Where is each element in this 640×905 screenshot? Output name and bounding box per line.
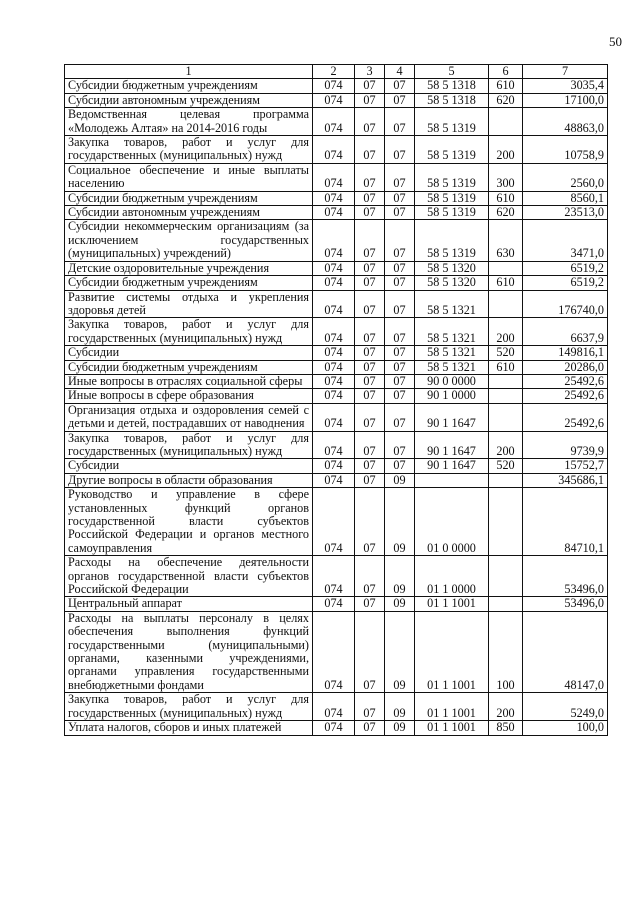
column-header: 1 — [65, 65, 313, 79]
admin-code-cell: 074 — [313, 389, 355, 403]
target-article-cell: 58 5 1318 — [415, 93, 489, 107]
target-article-cell: 01 1 0000 — [415, 556, 489, 597]
admin-code-cell: 074 — [313, 220, 355, 261]
subsection-code-cell: 09 — [385, 611, 415, 692]
amount-cell: 176740,0 — [523, 290, 608, 318]
subsection-code-cell: 07 — [385, 431, 415, 459]
amount-cell: 20286,0 — [523, 360, 608, 374]
admin-code-cell: 074 — [313, 79, 355, 93]
section-code-cell: 07 — [355, 206, 385, 220]
section-code-cell: 07 — [355, 431, 385, 459]
admin-code-cell: 074 — [313, 318, 355, 346]
expense-type-cell — [489, 556, 523, 597]
subsection-code-cell: 07 — [385, 191, 415, 205]
amount-cell: 6519,2 — [523, 261, 608, 275]
table-row — [65, 360, 608, 374]
section-code-cell: 07 — [355, 276, 385, 290]
subsection-code-cell: 07 — [385, 108, 415, 136]
section-code-cell: 07 — [355, 473, 385, 487]
amount-cell: 84710,1 — [523, 488, 608, 556]
target-article-cell: 01 1 1001 — [415, 693, 489, 721]
column-header: 6 — [489, 65, 523, 79]
amount-cell: 53496,0 — [523, 556, 608, 597]
row-name-cell: Ведомственная целевая программа «Молодежь Алтая» на 2014-2016 годы — [65, 108, 313, 136]
expense-type-cell — [489, 108, 523, 136]
expense-type-cell: 520 — [489, 346, 523, 360]
target-article-cell: 58 5 1321 — [415, 318, 489, 346]
admin-code-cell: 074 — [313, 693, 355, 721]
page-number: 50 — [609, 34, 622, 49]
section-code-cell: 07 — [355, 108, 385, 136]
amount-cell: 25492,6 — [523, 403, 608, 431]
amount-cell: 25492,6 — [523, 374, 608, 388]
section-code-cell: 07 — [355, 459, 385, 473]
amount-cell: 345686,1 — [523, 473, 608, 487]
expense-type-cell — [489, 473, 523, 487]
expense-type-cell: 200 — [489, 136, 523, 164]
amount-cell: 9739,9 — [523, 431, 608, 459]
table-row — [65, 597, 608, 611]
section-code-cell: 07 — [355, 693, 385, 721]
column-header: 4 — [385, 65, 415, 79]
expense-type-cell: 100 — [489, 611, 523, 692]
target-article-cell: 01 1 1001 — [415, 721, 489, 735]
admin-code-cell: 074 — [313, 556, 355, 597]
target-article-cell: 90 1 1647 — [415, 403, 489, 431]
expense-type-cell: 620 — [489, 93, 523, 107]
column-header: 7 — [523, 65, 608, 79]
target-article-cell: 58 5 1319 — [415, 108, 489, 136]
subsection-code-cell: 07 — [385, 459, 415, 473]
expense-type-cell — [489, 403, 523, 431]
subsection-code-cell: 07 — [385, 374, 415, 388]
table-row — [65, 693, 608, 721]
table-body — [65, 79, 608, 735]
target-article-cell: 58 5 1319 — [415, 191, 489, 205]
expense-type-cell: 200 — [489, 318, 523, 346]
amount-cell: 53496,0 — [523, 597, 608, 611]
amount-cell: 48863,0 — [523, 108, 608, 136]
row-name-cell: Субсидии автономным учреждениям — [65, 93, 313, 107]
row-name-cell: Субсидии некоммерческим организациям (за исключением государственных (муниципальных) учреждений) — [65, 220, 313, 261]
expense-type-cell: 850 — [489, 721, 523, 735]
table-row — [65, 374, 608, 388]
expense-type-cell: 200 — [489, 431, 523, 459]
admin-code-cell: 074 — [313, 93, 355, 107]
amount-cell: 149816,1 — [523, 346, 608, 360]
row-name-cell: Субсидии автономным учреждениям — [65, 206, 313, 220]
admin-code-cell: 074 — [313, 473, 355, 487]
section-code-cell: 07 — [355, 220, 385, 261]
table-row — [65, 206, 608, 220]
section-code-cell: 07 — [355, 403, 385, 431]
amount-cell: 15752,7 — [523, 459, 608, 473]
row-name-cell: Иные вопросы в сфере образования — [65, 389, 313, 403]
amount-cell: 100,0 — [523, 721, 608, 735]
row-name-cell: Социальное обеспечение и иные выплаты населению — [65, 163, 313, 191]
target-article-cell: 58 5 1320 — [415, 261, 489, 275]
subsection-code-cell: 07 — [385, 206, 415, 220]
row-name-cell: Уплата налогов, сборов и иных платежей — [65, 721, 313, 735]
target-article-cell: 58 5 1321 — [415, 360, 489, 374]
amount-cell: 48147,0 — [523, 611, 608, 692]
admin-code-cell: 074 — [313, 431, 355, 459]
row-name-cell: Развитие системы отдыха и укрепления здоровья детей — [65, 290, 313, 318]
row-name-cell: Субсидии бюджетным учреждениям — [65, 360, 313, 374]
target-article-cell: 01 1 1001 — [415, 597, 489, 611]
expense-type-cell: 610 — [489, 191, 523, 205]
expense-type-cell: 520 — [489, 459, 523, 473]
row-name-cell: Субсидии — [65, 459, 313, 473]
row-name-cell: Организация отдыха и оздоровления семей с детьми и детей, пострадавших от наводнения — [65, 403, 313, 431]
subsection-code-cell: 07 — [385, 389, 415, 403]
admin-code-cell: 074 — [313, 597, 355, 611]
subsection-code-cell: 07 — [385, 290, 415, 318]
column-header: 3 — [355, 65, 385, 79]
table-row — [65, 556, 608, 597]
subsection-code-cell: 07 — [385, 93, 415, 107]
section-code-cell: 07 — [355, 721, 385, 735]
amount-cell: 6637,9 — [523, 318, 608, 346]
amount-cell: 17100,0 — [523, 93, 608, 107]
expense-type-cell: 300 — [489, 163, 523, 191]
subsection-code-cell: 09 — [385, 693, 415, 721]
section-code-cell: 07 — [355, 191, 385, 205]
row-name-cell: Субсидии бюджетным учреждениям — [65, 276, 313, 290]
row-name-cell: Иные вопросы в отраслях социальной сферы — [65, 374, 313, 388]
target-article-cell: 90 1 1647 — [415, 459, 489, 473]
expense-type-cell — [489, 261, 523, 275]
column-header: 5 — [415, 65, 489, 79]
section-code-cell: 07 — [355, 136, 385, 164]
section-code-cell: 07 — [355, 318, 385, 346]
expense-type-cell: 610 — [489, 79, 523, 93]
target-article-cell: 90 1 1647 — [415, 431, 489, 459]
admin-code-cell: 074 — [313, 108, 355, 136]
target-article-cell: 58 5 1320 — [415, 276, 489, 290]
section-code-cell: 07 — [355, 374, 385, 388]
expense-type-cell — [489, 597, 523, 611]
row-name-cell: Закупка товаров, работ и услуг для государственных (муниципальных) нужд — [65, 136, 313, 164]
subsection-code-cell: 07 — [385, 136, 415, 164]
budget-table — [64, 64, 608, 736]
admin-code-cell: 074 — [313, 261, 355, 275]
target-article-cell: 58 5 1318 — [415, 79, 489, 93]
section-code-cell: 07 — [355, 597, 385, 611]
subsection-code-cell: 07 — [385, 276, 415, 290]
row-name-cell: Закупка товаров, работ и услуг для государственных (муниципальных) нужд — [65, 318, 313, 346]
expense-type-cell: 610 — [489, 360, 523, 374]
admin-code-cell: 074 — [313, 403, 355, 431]
row-name-cell: Руководство и управление в сфере установленных функций органов государственной власти субъектов Российской Федерации и органов местного самоуправления — [65, 488, 313, 556]
section-code-cell: 07 — [355, 163, 385, 191]
row-name-cell: Закупка товаров, работ и услуг для государственных (муниципальных) нужд — [65, 693, 313, 721]
table-row — [65, 346, 608, 360]
row-name-cell: Субсидии бюджетным учреждениям — [65, 79, 313, 93]
table-row — [65, 163, 608, 191]
row-name-cell: Другие вопросы в области образования — [65, 473, 313, 487]
expense-type-cell: 200 — [489, 693, 523, 721]
section-code-cell: 07 — [355, 488, 385, 556]
admin-code-cell: 074 — [313, 488, 355, 556]
admin-code-cell: 074 — [313, 276, 355, 290]
section-code-cell: 07 — [355, 360, 385, 374]
expense-type-cell — [489, 374, 523, 388]
table-row — [65, 721, 608, 735]
subsection-code-cell: 07 — [385, 79, 415, 93]
admin-code-cell: 074 — [313, 611, 355, 692]
table-row — [65, 473, 608, 487]
target-article-cell: 58 5 1319 — [415, 206, 489, 220]
table-row — [65, 389, 608, 403]
section-code-cell: 07 — [355, 346, 385, 360]
table-row — [65, 136, 608, 164]
admin-code-cell: 074 — [313, 459, 355, 473]
table-row — [65, 108, 608, 136]
target-article-cell: 01 0 0000 — [415, 488, 489, 556]
table-row — [65, 611, 608, 692]
subsection-code-cell: 09 — [385, 556, 415, 597]
amount-cell: 8560,1 — [523, 191, 608, 205]
admin-code-cell: 074 — [313, 136, 355, 164]
subsection-code-cell: 07 — [385, 163, 415, 191]
expense-type-cell — [489, 389, 523, 403]
row-name-cell: Расходы на обеспечение деятельности органов государственной власти субъектов Российской Федерации — [65, 556, 313, 597]
subsection-code-cell: 09 — [385, 597, 415, 611]
target-article-cell: 90 0 0000 — [415, 374, 489, 388]
subsection-code-cell: 09 — [385, 721, 415, 735]
target-article-cell: 58 5 1319 — [415, 220, 489, 261]
row-name-cell: Расходы на выплаты персоналу в целях обеспечения выполнения функций государственными (муниципальными) органами, казенными учреждениями, органами управления государственными внебюджетными фондами — [65, 611, 313, 692]
target-article-cell: 58 5 1321 — [415, 346, 489, 360]
target-article-cell: 58 5 1319 — [415, 136, 489, 164]
amount-cell: 3471,0 — [523, 220, 608, 261]
subsection-code-cell: 07 — [385, 346, 415, 360]
section-code-cell: 07 — [355, 93, 385, 107]
admin-code-cell: 074 — [313, 163, 355, 191]
target-article-cell: 58 5 1321 — [415, 290, 489, 318]
expense-type-cell: 610 — [489, 276, 523, 290]
target-article-cell: 01 1 1001 — [415, 611, 489, 692]
amount-cell: 25492,6 — [523, 389, 608, 403]
subsection-code-cell: 07 — [385, 261, 415, 275]
admin-code-cell: 074 — [313, 290, 355, 318]
admin-code-cell: 074 — [313, 191, 355, 205]
target-article-cell: 58 5 1319 — [415, 163, 489, 191]
subsection-code-cell: 09 — [385, 488, 415, 556]
subsection-code-cell: 07 — [385, 403, 415, 431]
table-row — [65, 403, 608, 431]
table-row — [65, 459, 608, 473]
subsection-code-cell: 07 — [385, 360, 415, 374]
row-name-cell: Закупка товаров, работ и услуг для государственных (муниципальных) нужд — [65, 431, 313, 459]
admin-code-cell: 074 — [313, 721, 355, 735]
section-code-cell: 07 — [355, 556, 385, 597]
amount-cell: 23513,0 — [523, 206, 608, 220]
section-code-cell: 07 — [355, 79, 385, 93]
expense-type-cell — [489, 488, 523, 556]
table-row — [65, 318, 608, 346]
section-code-cell: 07 — [355, 611, 385, 692]
target-article-cell — [415, 473, 489, 487]
section-code-cell: 07 — [355, 261, 385, 275]
row-name-cell: Центральный аппарат — [65, 597, 313, 611]
section-code-cell: 07 — [355, 389, 385, 403]
table-header-row — [65, 65, 608, 79]
target-article-cell: 90 1 0000 — [415, 389, 489, 403]
table-row — [65, 93, 608, 107]
admin-code-cell: 074 — [313, 206, 355, 220]
amount-cell: 5249,0 — [523, 693, 608, 721]
table-row — [65, 79, 608, 93]
subsection-code-cell: 09 — [385, 473, 415, 487]
subsection-code-cell: 07 — [385, 220, 415, 261]
row-name-cell: Субсидии бюджетным учреждениям — [65, 191, 313, 205]
amount-cell: 6519,2 — [523, 276, 608, 290]
table-row — [65, 431, 608, 459]
admin-code-cell: 074 — [313, 346, 355, 360]
admin-code-cell: 074 — [313, 374, 355, 388]
table-row — [65, 276, 608, 290]
table-row — [65, 290, 608, 318]
admin-code-cell: 074 — [313, 360, 355, 374]
row-name-cell: Субсидии — [65, 346, 313, 360]
column-header: 2 — [313, 65, 355, 79]
expense-type-cell: 620 — [489, 206, 523, 220]
subsection-code-cell: 07 — [385, 318, 415, 346]
amount-cell: 2560,0 — [523, 163, 608, 191]
table-row — [65, 488, 608, 556]
amount-cell: 3035,4 — [523, 79, 608, 93]
table-row — [65, 191, 608, 205]
expense-type-cell: 630 — [489, 220, 523, 261]
row-name-cell: Детские оздоровительные учреждения — [65, 261, 313, 275]
section-code-cell: 07 — [355, 290, 385, 318]
expense-type-cell — [489, 290, 523, 318]
amount-cell: 10758,9 — [523, 136, 608, 164]
table-row — [65, 261, 608, 275]
table-row — [65, 220, 608, 261]
